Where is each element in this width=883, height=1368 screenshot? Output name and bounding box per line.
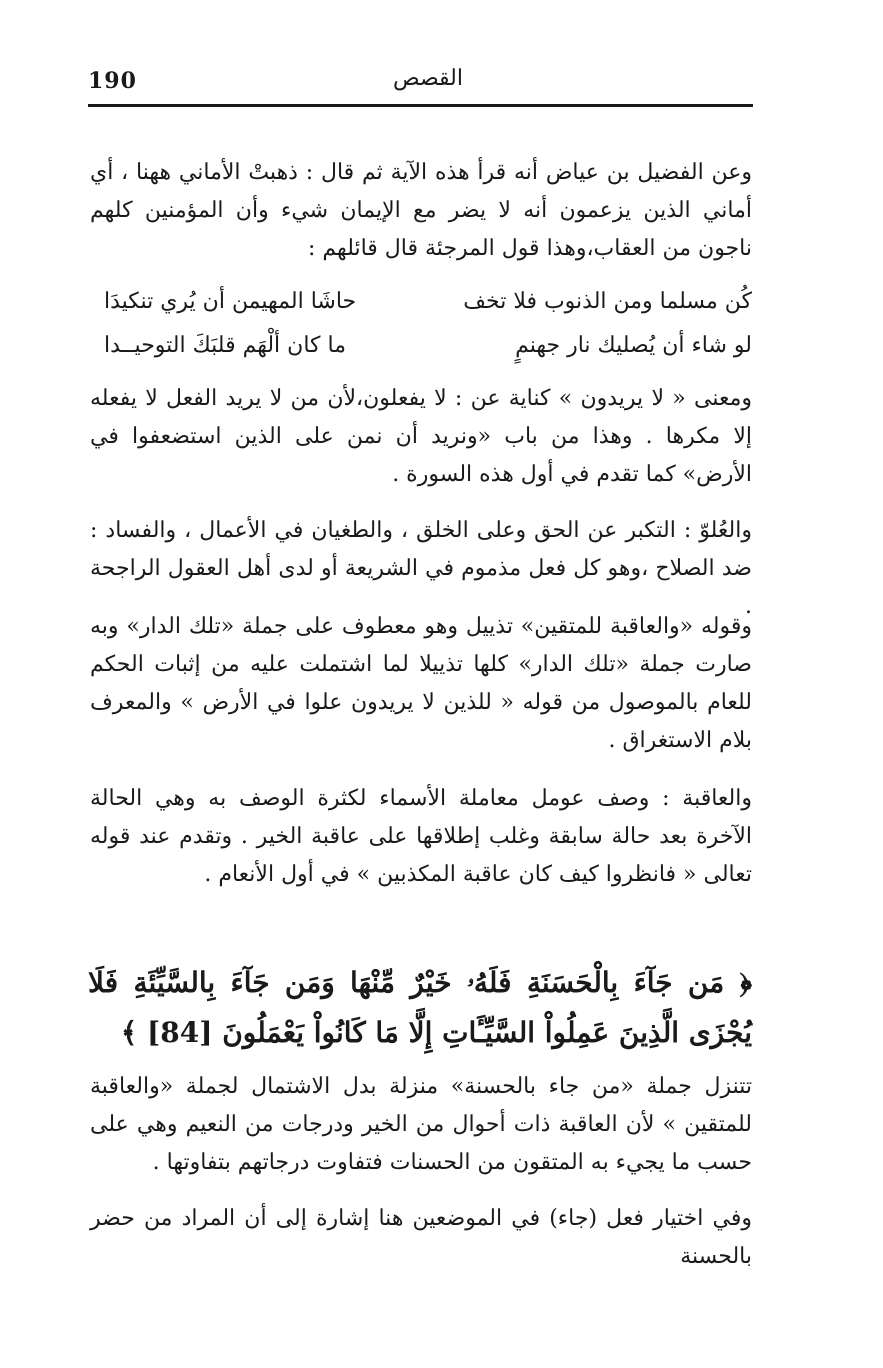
paragraph-text: وقوله «والعاقبة للمتقين» تذييل وهو معطوف على جملة «تلك الدار» وبه صارت جملة «تلك الدار» كلها تذييلا لما اشتملت عليه من إثبات الحكم للعام بالموصول من قوله « للذين لا يريدون علوا في الأرض » والمعرف بلام الاستغراق . [90, 614, 752, 753]
paragraph-4 [90, 608, 752, 760]
paragraph-text: ومعنى « لا يريدون » كناية عن : لا يفعلون،لأن من لا يريد الفعل لا يفعله إلا مكرها . وهذا من باب «ونريد أن نمن على الذين استضعفوا في الأرض» كما تقدم في أول هذه السورة . [90, 386, 752, 487]
poem-line-2 [104, 324, 752, 368]
poem [104, 280, 752, 368]
poem-hemistich: حاشَا المهيمن أن يُري تنكيدَا [104, 289, 357, 314]
poem-hemistich: كُن مسلما ومن الذنوب فلا تخف [463, 289, 752, 314]
quran-verse [88, 958, 752, 1058]
quran-verse-text: ﴿ مَن جَآءَ بِالْحَسَنَةِ فَلَهُۥ خَيْرٌ مِّنْهَا وَمَن جَآءَ بِالسَّيِّئَةِ فَلَا يُجْزَى الَّذِينَ عَمِلُواْ السَّيِّـَٔاتِ إِلَّا مَا كَانُواْ يَعْمَلُونَ [84] ﴾ [88, 966, 752, 1049]
paragraph-text: وعن الفضيل بن عياض أنه قرأ هذه الآية ثم قال : ذهبتْ الأماني ههنا ، أي أماني الذين يزعمون أنه لا يضر مع الإيمان شيء وأن المؤمنين كلهم ناجون من العقاب،وهذا قول المرجئة قال قائلهم : [90, 160, 752, 261]
page-number: 190 [88, 68, 137, 94]
paragraph-1 [90, 154, 752, 268]
poem-hemistich: ما كان ألْهَم قلبَكَ التوحيــدا [104, 333, 346, 358]
paragraph-2 [90, 380, 752, 494]
poem-hemistich: لو شاء أن يُصليك نار جهنمٍ [515, 333, 752, 358]
poem-line-1 [104, 280, 752, 324]
paragraph-text: تتنزل جملة «من جاء بالحسنة» منزلة بدل الاشتمال لجملة «والعاقبة للمتقين » لأن العاقبة ذات أحوال من الخير ودرجات من النعيم وهي على حسب ما يجيء به المتقون من الحسنات فتفاوت درجاتهم بتفاوتها . [90, 1074, 752, 1175]
paragraph-text: والعاقبة : وصف عومل معاملة الأسماء لكثرة الوصف به وهي الحالة الآخرة بعد حالة سابقة وغلب إطلاقها على عاقبة الخير . وتقدم عند قوله تعالى « فانظروا كيف كان عاقبة المكذبين » في أول الأنعام . [90, 786, 752, 887]
header-rule [88, 104, 753, 107]
paragraph-7 [90, 1200, 752, 1276]
paragraph-text: وفي اختيار فعل (جاء) في الموضعين هنا إشارة إلى أن المراد من حضر بالحسنة [90, 1206, 752, 1269]
paragraph-5 [90, 780, 752, 894]
paragraph-6 [90, 1068, 752, 1182]
paragraph-text: والعُلوّ : التكبر عن الحق وعلى الخلق ، والطغيان في الأعمال ، والفساد : ضد الصلاح ،وهو كل فعل مذموم في الشريعة أو لدى أهل العقول الراجحة . [90, 518, 752, 619]
page-header [88, 62, 753, 102]
surah-title: القصص [393, 66, 463, 91]
